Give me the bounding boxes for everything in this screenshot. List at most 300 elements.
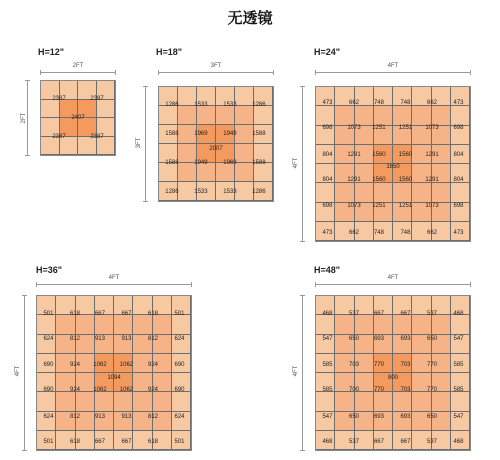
- illuminance-value: 1588: [165, 159, 179, 166]
- grid-cell: [451, 203, 470, 222]
- illuminance-value: 618: [147, 310, 159, 317]
- grid-cell: [355, 315, 374, 334]
- grid-cell: [159, 125, 178, 144]
- illuminance-value: 770: [373, 362, 384, 369]
- grid-cell: [153, 431, 172, 450]
- depth-tick: [143, 201, 148, 202]
- illuminance-value: 585: [322, 362, 333, 369]
- grid-cell: [114, 412, 133, 431]
- illuminance-value: 1251: [372, 203, 386, 210]
- grid-cell: [374, 222, 393, 241]
- grid-cell: [178, 144, 197, 163]
- width-label: 4FT: [387, 275, 399, 281]
- grid-cell: [316, 222, 335, 241]
- grid-cell: [216, 144, 235, 163]
- illuminance-value: 585: [322, 387, 333, 394]
- grid-cell: [412, 431, 431, 450]
- depth-tick: [300, 295, 305, 296]
- grid-cell: [254, 144, 273, 163]
- grid-cell: [56, 392, 75, 411]
- grid-cell: [97, 81, 116, 100]
- grid-cell: [335, 335, 354, 354]
- grid-cell: [56, 412, 75, 431]
- grid-cell: [432, 126, 451, 145]
- grid-cell: [56, 315, 75, 334]
- illuminance-value: 624: [174, 413, 185, 420]
- grid-cell: [254, 87, 273, 106]
- depth-dimension-line: [302, 86, 303, 242]
- grid-cell: [97, 100, 116, 119]
- illuminance-value: 1588: [165, 130, 179, 137]
- illuminance-value: 2387: [52, 96, 66, 102]
- depth-tick: [143, 86, 148, 87]
- illuminance-value: 585: [453, 387, 464, 394]
- grid-cell: [159, 182, 178, 201]
- illuminance-value: 618: [69, 438, 81, 445]
- grid-cell: [76, 431, 95, 450]
- illuminance-value: 690: [43, 387, 54, 394]
- grid-cell: [335, 354, 354, 373]
- grid-cell: [254, 106, 273, 125]
- illuminance-value: 501: [174, 310, 185, 317]
- grid-cell: [412, 126, 431, 145]
- grid-cell: [172, 431, 191, 450]
- illuminance-value: 1286: [165, 188, 179, 195]
- illuminance-value: 650: [426, 413, 438, 420]
- grid-cell: [316, 126, 335, 145]
- illuminance-value: 1533: [223, 101, 237, 108]
- width-tick: [315, 282, 316, 287]
- illuminance-value: 547: [322, 413, 333, 420]
- depth-dimension-line: [27, 80, 28, 156]
- width-label: 4FT: [108, 275, 120, 281]
- illuminance-value: 662: [348, 229, 360, 236]
- grid-cell: [451, 126, 470, 145]
- grid-cell: [335, 203, 354, 222]
- height-label: H=18": [156, 47, 183, 57]
- depth-tick: [25, 155, 30, 156]
- illuminance-value: 1062: [93, 387, 107, 394]
- grid-cell: [432, 296, 451, 315]
- grid-cell: [393, 183, 412, 202]
- grid-cell: [451, 145, 470, 164]
- grid-cell: [216, 106, 235, 125]
- depth-tick: [22, 450, 27, 451]
- grid-cell: [355, 106, 374, 125]
- width-tick: [115, 70, 116, 75]
- grid-cell: [95, 315, 114, 334]
- grid-cell: [393, 315, 412, 334]
- illuminance-value: 770: [373, 387, 384, 394]
- illuminance-value: 812: [147, 413, 159, 420]
- illuminance-value: 812: [147, 335, 159, 342]
- grid-cell: [355, 145, 374, 164]
- grid-cell: [412, 222, 431, 241]
- grid-cell: [335, 431, 354, 450]
- illuminance-value: 804: [322, 151, 333, 158]
- grid-cell: [133, 335, 152, 354]
- illuminance-value: 812: [69, 335, 81, 342]
- grid-cell: [335, 373, 354, 392]
- page-title: 无透镜: [227, 9, 273, 27]
- illuminance-value: 703: [400, 387, 411, 394]
- grid-cell: [133, 431, 152, 450]
- illuminance-value: 662: [348, 100, 360, 107]
- grid-cell: [235, 163, 254, 182]
- illuminance-value: 1560: [372, 151, 386, 158]
- width-label: 4FT: [387, 63, 399, 69]
- width-label: 2FT: [72, 63, 84, 69]
- grid-cell: [374, 315, 393, 334]
- illuminance-value: 1062: [93, 362, 107, 369]
- grid-cell: [172, 412, 191, 431]
- depth-tick: [300, 86, 305, 87]
- grid-cell: [335, 296, 354, 315]
- illuminance-value: 650: [348, 335, 360, 342]
- grid-cell: [432, 392, 451, 411]
- grid-cell: [432, 373, 451, 392]
- illuminance-value: 468: [322, 310, 333, 317]
- width-tick: [191, 282, 192, 287]
- grid-cell: [412, 164, 431, 183]
- grid-cell: [355, 296, 374, 315]
- illuminance-value: 624: [43, 413, 54, 420]
- grid-cell: [95, 392, 114, 411]
- grid-cell: [78, 100, 97, 119]
- illuminance-value: 547: [453, 335, 464, 342]
- illuminance-value: 667: [121, 310, 132, 317]
- grid-cell: [197, 163, 216, 182]
- grid-cell: [316, 296, 335, 315]
- grid-cell: [60, 81, 79, 100]
- grid-cell: [374, 183, 393, 202]
- grid-cell: [153, 373, 172, 392]
- illuminance-value: 537: [348, 310, 360, 317]
- grid-cell: [316, 335, 335, 354]
- grid-cell: [335, 106, 354, 125]
- grid-cell: [235, 125, 254, 144]
- grid-cell: [335, 126, 354, 145]
- grid-cell: [78, 118, 97, 137]
- grid-cell: [451, 373, 470, 392]
- grid-cell: [316, 392, 335, 411]
- grid-cell: [355, 126, 374, 145]
- illuminance-value: 1969: [223, 159, 237, 166]
- grid-cell: [235, 87, 254, 106]
- illuminance-value: 1949: [194, 159, 208, 166]
- height-label: H=48": [314, 265, 341, 275]
- illuminance-value: 748: [373, 229, 384, 236]
- grid-cell: [172, 354, 191, 373]
- illuminance-value: 2407: [71, 115, 85, 121]
- grid-cell: [97, 118, 116, 137]
- illuminance-value: 1291: [425, 151, 439, 158]
- grid-cell: [432, 87, 451, 106]
- grid-cell: [216, 87, 235, 106]
- grid-cell: [133, 373, 152, 392]
- grid-cell: [56, 335, 75, 354]
- illuminance-value: 501: [174, 438, 185, 445]
- grid-cell: [374, 373, 393, 392]
- illuminance-value: 473: [453, 100, 464, 107]
- illuminance-value: 473: [322, 100, 333, 107]
- grid-cell: [412, 106, 431, 125]
- grid-cell: [76, 392, 95, 411]
- illuminance-value: 667: [400, 438, 411, 445]
- illuminance-value: 1251: [372, 125, 386, 132]
- grid-cell: [432, 145, 451, 164]
- grid-cell: [316, 164, 335, 183]
- width-tick: [470, 70, 471, 75]
- grid-cell: [95, 335, 114, 354]
- grid-cell: [412, 183, 431, 202]
- illuminance-value: 662: [426, 100, 438, 107]
- grid-cell: [235, 144, 254, 163]
- illuminance-value: 913: [94, 335, 105, 342]
- height-label: H=24": [314, 47, 341, 57]
- grid-cell: [97, 137, 116, 156]
- grid-cell: [76, 354, 95, 373]
- illuminance-value: 473: [322, 229, 333, 236]
- illuminance-value: 667: [121, 438, 132, 445]
- grid-cell: [451, 431, 470, 450]
- grid-cell: [432, 183, 451, 202]
- grid-cell: [114, 354, 133, 373]
- grid-cell: [60, 100, 79, 119]
- grid-cell: [60, 118, 79, 137]
- grid-cell: [432, 315, 451, 334]
- grid-cell: [56, 373, 75, 392]
- grid-cell: [76, 373, 95, 392]
- grid-cell: [159, 163, 178, 182]
- illuminance-value: 547: [322, 335, 333, 342]
- illuminance-value: 1533: [194, 101, 208, 108]
- grid-cell: [78, 81, 97, 100]
- grid-cell: [451, 87, 470, 106]
- light-grid: [36, 295, 192, 451]
- illuminance-value: 1560: [372, 176, 386, 183]
- grid-cell: [355, 373, 374, 392]
- grid-cell: [316, 87, 335, 106]
- illuminance-value: 1650: [386, 164, 400, 171]
- depth-dimension-line: [145, 86, 146, 202]
- grid-cell: [412, 335, 431, 354]
- grid-cell: [114, 296, 133, 315]
- width-dimension-line: [158, 72, 274, 73]
- illuminance-value: 468: [453, 310, 464, 317]
- width-label: 3FT: [210, 63, 222, 69]
- grid-cell: [374, 296, 393, 315]
- illuminance-value: 1073: [347, 125, 361, 132]
- grid-cell: [374, 392, 393, 411]
- illuminance-value: 547: [453, 413, 464, 420]
- illuminance-value: 698: [453, 125, 464, 132]
- illuminance-value: 473: [453, 229, 464, 236]
- grid-cell: [335, 412, 354, 431]
- grid-cell: [355, 203, 374, 222]
- width-dimension-line: [315, 72, 471, 73]
- illuminance-value: 624: [43, 335, 54, 342]
- grid-cell: [172, 392, 191, 411]
- grid-cell: [451, 296, 470, 315]
- grid-cell: [432, 354, 451, 373]
- illuminance-value: 1949: [223, 130, 237, 137]
- grid-cell: [56, 354, 75, 373]
- grid-cell: [197, 144, 216, 163]
- height-label: H=36": [36, 265, 63, 275]
- depth-tick: [25, 80, 30, 81]
- grid-cell: [133, 412, 152, 431]
- illuminance-value: 1073: [347, 203, 361, 210]
- grid-cell: [178, 182, 197, 201]
- grid-cell: [159, 144, 178, 163]
- grid-cell: [114, 315, 133, 334]
- grid-cell: [316, 203, 335, 222]
- grid-cell: [451, 354, 470, 373]
- grid-cell: [374, 126, 393, 145]
- depth-dimension-line: [24, 295, 25, 451]
- grid-cell: [335, 145, 354, 164]
- illuminance-value: 770: [426, 362, 438, 369]
- grid-cell: [235, 106, 254, 125]
- grid-cell: [412, 296, 431, 315]
- illuminance-value: 913: [121, 413, 132, 420]
- grid-cell: [114, 373, 133, 392]
- grid-cell: [153, 296, 172, 315]
- grid-cell: [316, 354, 335, 373]
- grid-cell: [153, 392, 172, 411]
- grid-cell: [393, 335, 412, 354]
- illuminance-value: 501: [43, 438, 54, 445]
- grid-cell: [37, 315, 56, 334]
- grid-cell: [412, 412, 431, 431]
- grid-cell: [412, 87, 431, 106]
- grid-cell: [355, 183, 374, 202]
- grid-cell: [374, 87, 393, 106]
- illuminance-value: 924: [147, 362, 159, 369]
- grid-cell: [76, 296, 95, 315]
- grid-cell: [235, 182, 254, 201]
- grid-cell: [172, 315, 191, 334]
- grid-cell: [153, 335, 172, 354]
- light-grid: [315, 295, 471, 451]
- grid-cell: [432, 203, 451, 222]
- grid-cell: [393, 145, 412, 164]
- grid-cell: [316, 106, 335, 125]
- illuminance-value: 770: [426, 387, 438, 394]
- grid-cell: [393, 126, 412, 145]
- grid-cell: [197, 106, 216, 125]
- grid-cell: [393, 373, 412, 392]
- grid-cell: [355, 335, 374, 354]
- illuminance-value: 690: [174, 387, 185, 394]
- grid-cell: [374, 164, 393, 183]
- grid-cell: [56, 296, 75, 315]
- illuminance-value: 913: [121, 335, 132, 342]
- grid-cell: [393, 431, 412, 450]
- width-tick: [158, 70, 159, 75]
- grid-cell: [197, 182, 216, 201]
- grid-cell: [393, 296, 412, 315]
- illuminance-value: 913: [94, 413, 105, 420]
- grid-cell: [37, 335, 56, 354]
- depth-tick: [300, 241, 305, 242]
- grid-cell: [95, 412, 114, 431]
- grid-cell: [374, 203, 393, 222]
- grid-cell: [133, 315, 152, 334]
- illuminance-value: 662: [426, 229, 438, 236]
- illuminance-value: 667: [400, 310, 411, 317]
- depth-label: 3FT: [136, 137, 142, 149]
- grid-cell: [432, 335, 451, 354]
- width-tick: [315, 70, 316, 75]
- illuminance-value: 1588: [252, 159, 266, 166]
- width-tick: [470, 282, 471, 287]
- illuminance-value: 2387: [52, 134, 66, 140]
- illuminance-value: 1291: [425, 176, 439, 183]
- illuminance-value: 1588: [252, 130, 266, 137]
- width-dimension-line: [315, 284, 471, 285]
- grid-cell: [355, 222, 374, 241]
- grid-cell: [374, 354, 393, 373]
- grid-cell: [393, 87, 412, 106]
- illuminance-value: 693: [373, 335, 384, 342]
- grid-cell: [133, 392, 152, 411]
- depth-tick: [22, 295, 27, 296]
- illuminance-value: 1560: [398, 151, 413, 158]
- grid-cell: [172, 373, 191, 392]
- width-tick: [40, 70, 41, 75]
- width-tick: [36, 282, 37, 287]
- grid-cell: [451, 183, 470, 202]
- illuminance-value: 1286: [252, 101, 266, 108]
- grid-cell: [374, 431, 393, 450]
- illuminance-value: 690: [43, 362, 54, 369]
- grid-cell: [76, 335, 95, 354]
- grid-cell: [451, 106, 470, 125]
- grid-cell: [78, 137, 97, 156]
- grid-cell: [95, 296, 114, 315]
- grid-cell: [412, 145, 431, 164]
- grid-cell: [355, 392, 374, 411]
- grid-cell: [159, 87, 178, 106]
- grid-cell: [316, 145, 335, 164]
- grid-cell: [172, 335, 191, 354]
- illuminance-value: 924: [69, 387, 81, 394]
- grid-cell: [374, 335, 393, 354]
- illuminance-value: 693: [373, 413, 384, 420]
- grid-cell: [393, 412, 412, 431]
- illuminance-value: 1062: [119, 362, 134, 369]
- depth-label: 2FT: [21, 112, 27, 124]
- grid-cell: [133, 354, 152, 373]
- grid-cell: [355, 164, 374, 183]
- grid-cell: [432, 412, 451, 431]
- illuminance-value: 618: [147, 438, 159, 445]
- grid-cell: [178, 87, 197, 106]
- grid-cell: [316, 431, 335, 450]
- illuminance-value: 693: [400, 413, 411, 420]
- grid-cell: [393, 354, 412, 373]
- height-label: H=12": [38, 47, 65, 57]
- grid-cell: [451, 315, 470, 334]
- grid-cell: [432, 106, 451, 125]
- illuminance-value: 748: [400, 100, 411, 107]
- grid-cell: [393, 164, 412, 183]
- grid-cell: [216, 163, 235, 182]
- grid-cell: [432, 222, 451, 241]
- illuminance-value: 2007: [209, 145, 223, 152]
